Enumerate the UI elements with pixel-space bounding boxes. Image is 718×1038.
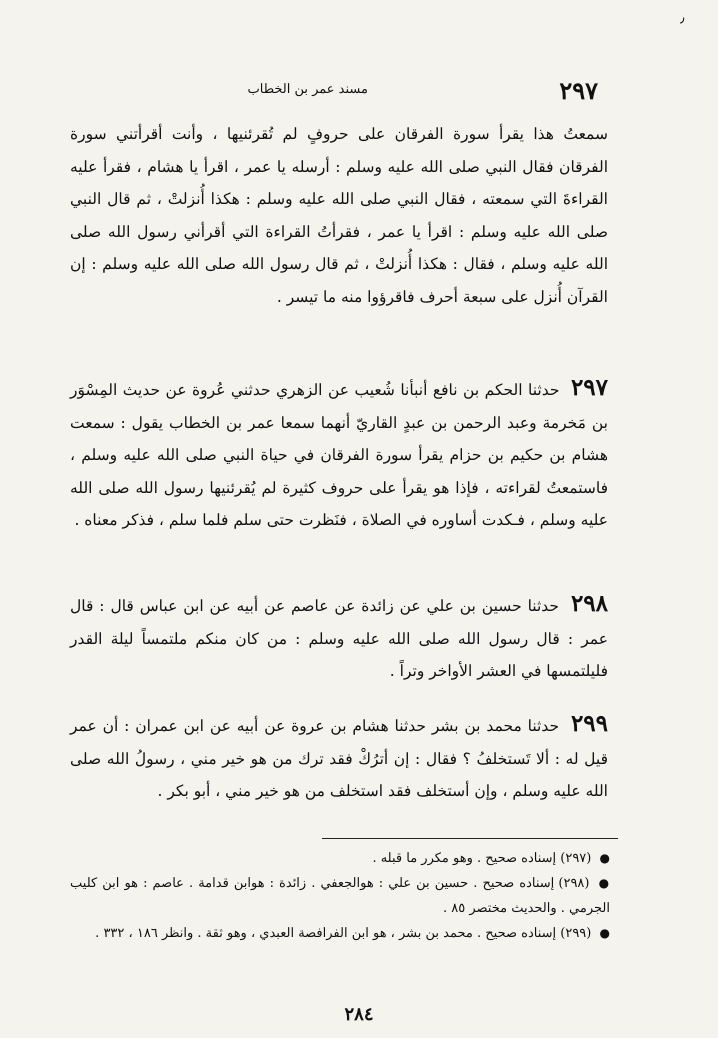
footnote [70, 846, 610, 871]
footnote [70, 921, 610, 946]
bullet-icon: ● [598, 876, 610, 890]
footnote [70, 871, 610, 921]
footnote-text: (٢٩٧) إسناده صحيح . وهو مكرر ما قبله . [372, 851, 592, 866]
footnote-divider [322, 838, 618, 839]
paragraph-text: حدثنا حسين بن علي عن زائدة عن عاصم عن أبيه عن ابن عباس قال : قال عمر : قال رسول الله صلى الله عليه وسلم : من كان منكم ملتمساً ليلة القدر فليلتمسها في العشر الأواخر وتراً . [70, 597, 608, 680]
hadith-number: ٢٩٧ [570, 374, 608, 401]
hadith-298 [70, 588, 608, 688]
hadith-number: ٢٩٨ [570, 590, 608, 617]
paragraph-text: سمعتُ هذا يقرأ سورة الفرقان على حروفٍ لم تُقرئنيها ، وأنت أقرأتني سورة الفرقان فقال النبي صلى الله عليه وسلم : أرسله يا عمر ، اقرأ يا هشام ، فقرأ عليه القراءةَ التي سمعته ، فقال النبي صلى الله عليه وسلم : هكذا أُنزلتْ ، ثم قال النبي صلى الله عليه وسلم : اقرأ يا عمر ، فقرأتُ القراءة التي أقرأني رسول الله صلى الله عليه وسلم ، فقال : هكذا أُنزلتْ ، ثم قال رسول الله صلى الله عليه وسلم : إن القرآن أُنزل على سبعة أحرف فاقرؤوا منه ما تيسر . [70, 125, 608, 306]
footer-page-number: ٢٨٤ [344, 1004, 374, 1025]
hadith-299 [70, 708, 608, 808]
header-page-number: ٢٩٧ [559, 76, 598, 105]
paragraph-text: حدثنا محمد بن بشر حدثنا هشام بن عروة عن أبيه عن ابن عمران : أن عمر قيل له : ألا تَستخلفُ ؟ فقال : إن أترُكْ فقد ترك من هو خير مني ، رسولُ الله صلى الله عليه وسلم ، وإن أستخلف فقد استخلف من هو خير مني ، أبو بكر . [70, 717, 608, 800]
paragraph-text: حدثنا الحكم بن نافع أنبأنا شُعيب عن الزهري حدثني عُروة عن حديث المِسْوَر بن مَخرمة وعبد الرحمن بن عبدٍ القاريّ أنهما سمعا عمر بن الخطاب يقول : سمعت هشام بن حكيم بن حزام يقرأ سورة الفرقان في حياة النبي صلى الله عليه وسلم ، فاستمعتُ لقراءته ، فإذا هو يقرأ على حروف كثيرة لم يُقرئنيها رسول الله صلى الله عليه وسلم ، فـكدت أساوره في الصلاة ، فنَظرت حتى سلم فلما سلم ، فذكر معناه . [70, 381, 608, 529]
hadith-297 [70, 372, 608, 537]
bullet-icon: ● [599, 926, 610, 940]
footnote-text: (٢٩٨) إسناده صحيح . حسين بن علي : هوالجعفي . زائدة : هوابن قدامة . عاصم : هو ابن كليب الجرمي . والحديث مختصر ٨٥ . [70, 876, 610, 916]
paragraph-continuation [70, 118, 608, 313]
footnote-text: (٢٩٩) إسناده صحيح . محمد بن بشر ، هو ابن الفرافصة العبدي ، وهو ثقة . وانظر ١٨٦ ، ٣٣٢ . [95, 926, 592, 941]
header-title: مسند عمر بن الخطاب [247, 82, 368, 97]
running-header [72, 76, 598, 104]
bullet-icon: ● [599, 851, 610, 865]
corner-mark: ٫ [680, 10, 685, 26]
hadith-number: ٢٩٩ [570, 710, 608, 737]
footnotes [70, 846, 610, 946]
